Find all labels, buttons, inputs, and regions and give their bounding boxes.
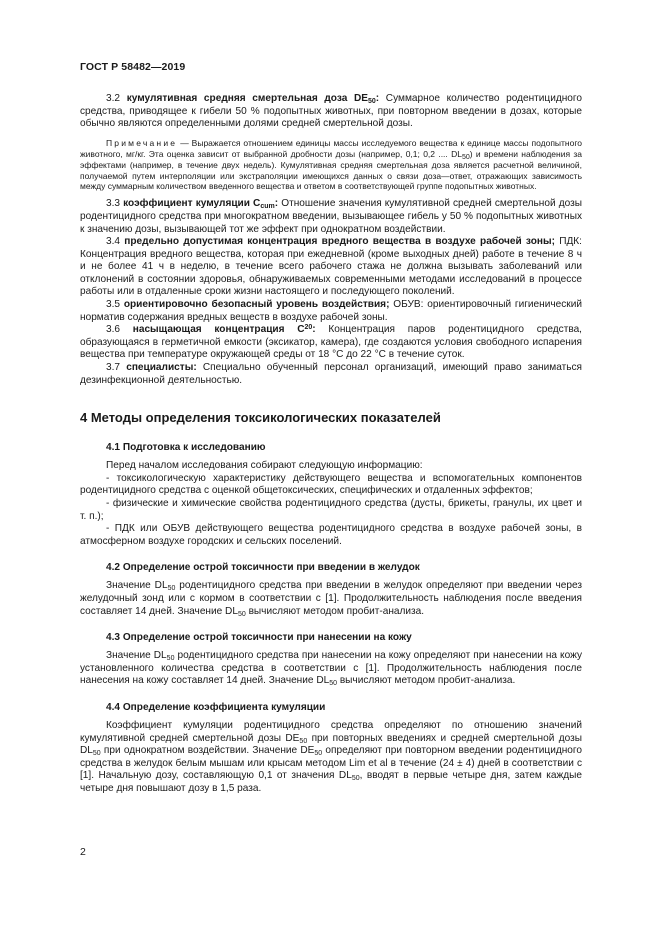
definition-3-7: 3.7 специалисты: Специально обученный персонал организаций, имеющий право заниматься дезинфекционной деятельностью. bbox=[80, 362, 582, 386]
list-item: - токсикологическую характеристику действующего вещества и вспомогательных компонентов родентицидного средства с оценкой общетоксических, специфических и отдаленных эффектов; bbox=[80, 472, 582, 497]
subsection-4-1-heading: 4.1 Подготовка к исследованию bbox=[106, 442, 266, 454]
document-header: ГОСТ Р 58482—2019 bbox=[80, 61, 186, 73]
subsection-4-2-text: Значение $DL_{50}$ родентицидного средства при введении в желудок определяют при введении через желудочный зонд или с кормом в соответствии с [1]. Продолжительность наблюдения после введения составляет 14 дней. Значение $DL_{50}$ вычисляют методом пробит-анализа. bbox=[80, 580, 582, 618]
subsection-4-3-heading: 4.3 Определение острой токсичности при нанесении на кожу bbox=[106, 632, 412, 644]
note-paragraph: Примечание — Выражается отношением единицы массы исследуемого вещества к единице массы подопытного животного, мг/кг. Эта оценка зависит от выбранной дробности дозы (например, 0,1; 0,2 .... $DL_{50}$) и времени наблюдения за эффектами (например, в течение двух недель). Кумулятивная средняя смертельная доза является расчетной величиной, получаемой путем интерполяции или экстраполяции имеющихся данных о связи доза—ответ, отражающих зависимость между суммарным количеством введенного вещества и ответом в соответствующей группе подопытных животных. bbox=[80, 137, 582, 192]
subsection-4-4-text: Коэффициент кумуляции родентицидного средства определяют по отношению значений кумулятивной средней смертельной дозы $DE_{50}$ при повторных введениях и средней смертельной дозы $DL_{50}$ при однократном воздействии. Значение $DE_{50}$ определяют при повторном введении родентицидного средства в желудок белым мышам или крысам методом Lim et al в течение (24 ± 4) дней в соответствии с [1]. Начальную дозу, составляющую 0,1 от значения $DL_{50}$, вводят в первые четыре дня, затем каждые четыре дня повышают дозу в 1,5 раза. bbox=[80, 719, 582, 794]
list-item: - физические и химические свойства родентицидного средства (дусты, брикеты, гранулы, их цвет и т. п.); bbox=[80, 498, 582, 522]
subsection-4-4-heading: 4.4 Определение коэффициента кумуляции bbox=[106, 701, 326, 713]
definition-3-6: 3.6 насыщающая концентрация $C^{20}$: Концентрация паров родентицидного средства, образующаяся в герметичной емкости (эксикатор, камера), где создаются условия свободного испарения вещества при температуре окружающей среды от 18 °С до 22 °С в течение суток. bbox=[80, 324, 582, 361]
subsection-4-1-intro: Перед началом исследования собирают следующую информацию: bbox=[106, 460, 423, 472]
note-label: Примечание bbox=[106, 137, 178, 148]
definition-3-4: 3.4 предельно допустимая концентрация вредного вещества в воздухе рабочей зоны; ПДК: Концентрация вредного вещества, которая при ежедневной (кроме выходных дней) работе в течение 8 ч и не более 41 ч в неделю, в течение всего рабочего стажа не должна вызывать заболеваний или отклонений в состоянии здоровья, обнаруживаемых современными методами исследований в процессе работы или в отдаленные сроки жизни настоящего и последующего поколений. bbox=[80, 236, 582, 298]
page-number: 2 bbox=[80, 846, 86, 858]
document-body bbox=[80, 93, 582, 796]
subsection-4-2-heading: 4.2 Определение острой токсичности при введении в желудок bbox=[106, 562, 420, 574]
subsection-4-3-text: Значение $DL_{50}$ родентицидного средства при нанесении на кожу определяют при нанесении на кожу установленного количества средства в соответствии с [1]. Продолжительность наблюдения после нанесения на кожу составляет 14 дней. Значение $DL_{50}$ вычисляют методом пробит-анализа. bbox=[80, 650, 582, 688]
list-item: - ПДК или ОБУВ действующего вещества родентицидного средства в воздухе рабочей зоны, в атмосферном воздухе городских и сельских поселений. bbox=[80, 523, 582, 547]
definition-3-3: 3.3 коэффициент кумуляции $C_{cum}$: Отношение значения кумулятивной средней смертельной дозы родентицидного средства при многократном введении, вызывающее гибель у 50 % подопытных животных к значению дозы, вызывающей тот же эффект при однократном воздействии. bbox=[80, 198, 583, 235]
section-4-heading: 4 Методы определения токсикологических показателей bbox=[80, 410, 441, 426]
definition-3-2: 3.2 кумулятивная средняя смертельная доза $DE_{50}$: Суммарное количество родентицидного средства, приводящее к гибели 50 % подопытных животных, при повторном введении в дозах, которые обычно являются определенными долями средней смертельной дозы. bbox=[80, 93, 582, 130]
definition-3-5: 3.5 ориентировочно безопасный уровень воздействия; ОБУВ: ориентировочный гигиенический норматив содержания вредных веществ в воздухе рабочей зоны. bbox=[80, 299, 582, 323]
